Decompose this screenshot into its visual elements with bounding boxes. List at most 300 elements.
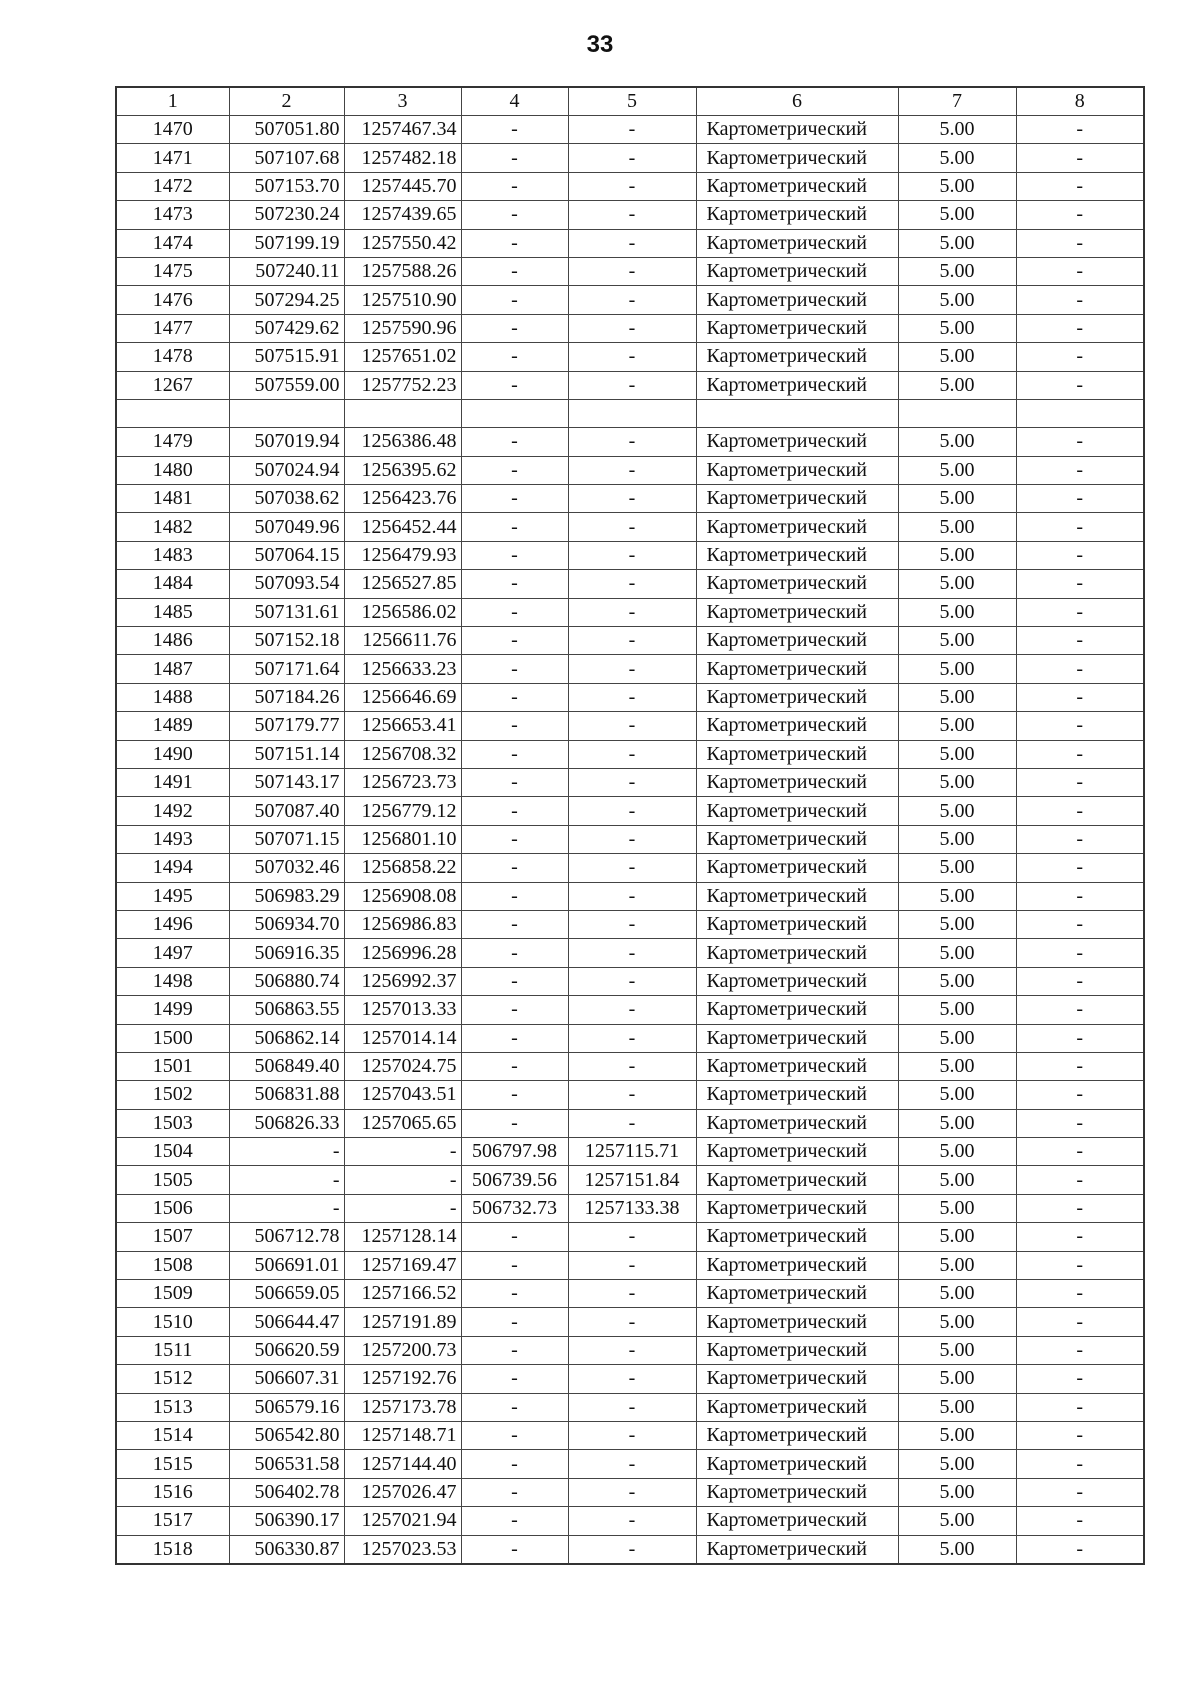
y-alt-coordinate-cell: - [568, 598, 696, 626]
x-alt-coordinate-cell: - [461, 1535, 568, 1564]
x-coordinate-cell: 506983.29 [229, 882, 344, 910]
x-coordinate-cell: 506863.55 [229, 996, 344, 1024]
y-alt-coordinate-cell: - [568, 1052, 696, 1080]
x-alt-coordinate-cell: - [461, 1251, 568, 1279]
accuracy-cell: 5.00 [898, 882, 1016, 910]
x-coordinate-cell: 507294.25 [229, 286, 344, 314]
y-coordinate-cell: 1256723.73 [344, 768, 461, 796]
x-alt-coordinate-cell: 506797.98 [461, 1138, 568, 1166]
table-row [116, 910, 1144, 938]
y-coordinate-cell: 1257651.02 [344, 343, 461, 371]
note-cell: - [1016, 910, 1144, 938]
accuracy-cell: 5.00 [898, 485, 1016, 513]
note-cell: - [1016, 1166, 1144, 1194]
accuracy-cell: 5.00 [898, 910, 1016, 938]
y-alt-coordinate-cell: - [568, 371, 696, 399]
x-alt-coordinate-cell: - [461, 1393, 568, 1421]
accuracy-cell: 5.00 [898, 570, 1016, 598]
y-coordinate-cell: 1256646.69 [344, 683, 461, 711]
accuracy-cell: 5.00 [898, 1194, 1016, 1222]
x-coordinate-cell: 506531.58 [229, 1450, 344, 1478]
y-alt-coordinate-cell: - [568, 683, 696, 711]
point-number-cell: 1503 [116, 1109, 229, 1137]
method-cell: Картометрический [696, 825, 898, 853]
point-number-cell: 1495 [116, 882, 229, 910]
y-coordinate-cell: 1257467.34 [344, 116, 461, 144]
method-cell: Картометрический [696, 371, 898, 399]
y-alt-coordinate-cell: - [568, 172, 696, 200]
table-row [116, 598, 1144, 626]
point-number-cell: 1480 [116, 456, 229, 484]
x-coordinate-cell: 507051.80 [229, 116, 344, 144]
x-alt-coordinate-cell: - [461, 627, 568, 655]
accuracy-cell: 5.00 [898, 655, 1016, 683]
note-cell: - [1016, 513, 1144, 541]
accuracy-cell: 5.00 [898, 740, 1016, 768]
x-coordinate-cell: 506390.17 [229, 1507, 344, 1535]
x-coordinate-cell: 507240.11 [229, 257, 344, 285]
accuracy-cell: 5.00 [898, 1081, 1016, 1109]
accuracy-cell: 5.00 [898, 541, 1016, 569]
y-coordinate-cell: 1256386.48 [344, 428, 461, 456]
y-coordinate-cell: 1257510.90 [344, 286, 461, 314]
x-alt-coordinate-cell: - [461, 1109, 568, 1137]
note-cell: - [1016, 939, 1144, 967]
table-row [116, 201, 1144, 229]
table-row [116, 1251, 1144, 1279]
x-alt-coordinate-cell: - [461, 1024, 568, 1052]
accuracy-cell: 5.00 [898, 513, 1016, 541]
accuracy-cell: 5.00 [898, 1024, 1016, 1052]
x-coordinate-cell [229, 399, 344, 427]
y-coordinate-cell: 1257200.73 [344, 1336, 461, 1364]
table-row [116, 1535, 1144, 1564]
y-coordinate-cell: 1256908.08 [344, 882, 461, 910]
y-coordinate-cell: 1256801.10 [344, 825, 461, 853]
y-alt-coordinate-cell: - [568, 229, 696, 257]
method-cell: Картометрический [696, 116, 898, 144]
y-alt-coordinate-cell: 1257115.71 [568, 1138, 696, 1166]
method-cell: Картометрический [696, 683, 898, 711]
y-coordinate-cell: 1256992.37 [344, 967, 461, 995]
y-alt-coordinate-cell: - [568, 541, 696, 569]
point-number-cell: 1508 [116, 1251, 229, 1279]
y-alt-coordinate-cell: - [568, 797, 696, 825]
method-cell: Картометрический [696, 1223, 898, 1251]
column-header: 6 [696, 87, 898, 116]
y-alt-coordinate-cell: - [568, 1081, 696, 1109]
x-alt-coordinate-cell: 506732.73 [461, 1194, 568, 1222]
method-cell: Картометрический [696, 229, 898, 257]
note-cell: - [1016, 712, 1144, 740]
y-coordinate-cell: 1256479.93 [344, 541, 461, 569]
point-number-cell: 1498 [116, 967, 229, 995]
method-cell: Картометрический [696, 1365, 898, 1393]
point-number-cell: 1488 [116, 683, 229, 711]
x-alt-coordinate-cell: - [461, 343, 568, 371]
x-coordinate-cell: 507032.46 [229, 854, 344, 882]
table-row [116, 1052, 1144, 1080]
point-number-cell: 1502 [116, 1081, 229, 1109]
y-coordinate-cell: 1256527.85 [344, 570, 461, 598]
table-row [116, 712, 1144, 740]
table-row [116, 371, 1144, 399]
accuracy-cell: 5.00 [898, 116, 1016, 144]
point-number-cell: 1487 [116, 655, 229, 683]
y-alt-coordinate-cell: - [568, 1308, 696, 1336]
accuracy-cell: 5.00 [898, 1478, 1016, 1506]
accuracy-cell: 5.00 [898, 1365, 1016, 1393]
note-cell: - [1016, 740, 1144, 768]
accuracy-cell: 5.00 [898, 627, 1016, 655]
method-cell: Картометрический [696, 1336, 898, 1364]
x-coordinate-cell: 506934.70 [229, 910, 344, 938]
y-alt-coordinate-cell: - [568, 1450, 696, 1478]
accuracy-cell: 5.00 [898, 1223, 1016, 1251]
y-coordinate-cell: 1257024.75 [344, 1052, 461, 1080]
y-alt-coordinate-cell: - [568, 456, 696, 484]
x-coordinate-cell: 507093.54 [229, 570, 344, 598]
point-number-cell: 1511 [116, 1336, 229, 1364]
method-cell: Картометрический [696, 740, 898, 768]
method-cell: Картометрический [696, 910, 898, 938]
point-number-cell: 1475 [116, 257, 229, 285]
y-coordinate-cell: 1256633.23 [344, 655, 461, 683]
y-alt-coordinate-cell: - [568, 967, 696, 995]
table-row [116, 683, 1144, 711]
accuracy-cell: 5.00 [898, 1251, 1016, 1279]
method-cell: Картометрический [696, 1280, 898, 1308]
x-alt-coordinate-cell: - [461, 1223, 568, 1251]
y-coordinate-cell: 1256611.76 [344, 627, 461, 655]
note-cell: - [1016, 456, 1144, 484]
note-cell: - [1016, 144, 1144, 172]
method-cell: Картометрический [696, 939, 898, 967]
method-cell: Картометрический [696, 428, 898, 456]
note-cell: - [1016, 343, 1144, 371]
accuracy-cell: 5.00 [898, 1421, 1016, 1449]
y-alt-coordinate-cell: - [568, 428, 696, 456]
y-alt-coordinate-cell: - [568, 825, 696, 853]
method-cell: Картометрический [696, 1478, 898, 1506]
x-coordinate-cell: 507087.40 [229, 797, 344, 825]
y-coordinate-cell [344, 399, 461, 427]
y-coordinate-cell: 1256779.12 [344, 797, 461, 825]
table-row [116, 1194, 1144, 1222]
point-number-cell: 1476 [116, 286, 229, 314]
x-alt-coordinate-cell: - [461, 1280, 568, 1308]
point-number-cell: 1504 [116, 1138, 229, 1166]
point-number-cell: 1486 [116, 627, 229, 655]
note-cell: - [1016, 797, 1144, 825]
x-alt-coordinate-cell: - [461, 286, 568, 314]
note-cell: - [1016, 854, 1144, 882]
note-cell: - [1016, 1223, 1144, 1251]
x-alt-coordinate-cell: - [461, 825, 568, 853]
y-coordinate-cell: - [344, 1194, 461, 1222]
y-coordinate-cell: - [344, 1138, 461, 1166]
method-cell: Картометрический [696, 627, 898, 655]
accuracy-cell: 5.00 [898, 1052, 1016, 1080]
x-coordinate-cell: 506607.31 [229, 1365, 344, 1393]
point-number-cell: 1482 [116, 513, 229, 541]
accuracy-cell: 5.00 [898, 172, 1016, 200]
note-cell: - [1016, 825, 1144, 853]
x-coordinate-cell: 507071.15 [229, 825, 344, 853]
table-row [116, 1421, 1144, 1449]
table-row [116, 229, 1144, 257]
x-alt-coordinate-cell: - [461, 712, 568, 740]
table-row [116, 1024, 1144, 1052]
table-row [116, 456, 1144, 484]
x-coordinate-cell: 507179.77 [229, 712, 344, 740]
y-coordinate-cell: 1257014.14 [344, 1024, 461, 1052]
y-coordinate-cell: 1257192.76 [344, 1365, 461, 1393]
x-alt-coordinate-cell: 506739.56 [461, 1166, 568, 1194]
method-cell: Картометрический [696, 513, 898, 541]
method-cell: Картометрический [696, 201, 898, 229]
column-header: 3 [344, 87, 461, 116]
y-alt-coordinate-cell: - [568, 116, 696, 144]
x-coordinate-cell: 506659.05 [229, 1280, 344, 1308]
y-alt-coordinate-cell: - [568, 1223, 696, 1251]
x-coordinate-cell: 507024.94 [229, 456, 344, 484]
y-coordinate-cell: 1257590.96 [344, 314, 461, 342]
point-number-cell: 1512 [116, 1365, 229, 1393]
y-alt-coordinate-cell: - [568, 343, 696, 371]
note-cell: - [1016, 116, 1144, 144]
column-header: 7 [898, 87, 1016, 116]
x-coordinate-cell: 507049.96 [229, 513, 344, 541]
y-alt-coordinate-cell: - [568, 854, 696, 882]
x-coordinate-cell: 506644.47 [229, 1308, 344, 1336]
y-alt-coordinate-cell: - [568, 144, 696, 172]
note-cell: - [1016, 428, 1144, 456]
y-coordinate-cell: 1257173.78 [344, 1393, 461, 1421]
note-cell: - [1016, 882, 1144, 910]
point-number-cell: 1497 [116, 939, 229, 967]
note-cell: - [1016, 1308, 1144, 1336]
x-alt-coordinate-cell: - [461, 967, 568, 995]
y-alt-coordinate-cell: - [568, 1507, 696, 1535]
table-row [116, 1166, 1144, 1194]
y-alt-coordinate-cell: - [568, 1393, 696, 1421]
table-row [116, 768, 1144, 796]
note-cell: - [1016, 1024, 1144, 1052]
note-cell: - [1016, 1507, 1144, 1535]
accuracy-cell: 5.00 [898, 456, 1016, 484]
method-cell: Картометрический [696, 1109, 898, 1137]
point-number-cell: 1471 [116, 144, 229, 172]
x-alt-coordinate-cell: - [461, 655, 568, 683]
y-coordinate-cell: 1257166.52 [344, 1280, 461, 1308]
note-cell: - [1016, 314, 1144, 342]
y-coordinate-cell: 1256423.76 [344, 485, 461, 513]
note-cell: - [1016, 1450, 1144, 1478]
accuracy-cell: 5.00 [898, 797, 1016, 825]
x-alt-coordinate-cell: - [461, 1450, 568, 1478]
note-cell: - [1016, 768, 1144, 796]
y-alt-coordinate-cell: - [568, 1251, 696, 1279]
accuracy-cell: 5.00 [898, 1138, 1016, 1166]
table-row [116, 627, 1144, 655]
note-cell: - [1016, 1109, 1144, 1137]
y-alt-coordinate-cell [568, 399, 696, 427]
point-number-cell: 1483 [116, 541, 229, 569]
y-coordinate-cell: 1257023.53 [344, 1535, 461, 1564]
y-coordinate-cell: 1256653.41 [344, 712, 461, 740]
x-alt-coordinate-cell [461, 399, 568, 427]
x-alt-coordinate-cell: - [461, 314, 568, 342]
y-alt-coordinate-cell: - [568, 627, 696, 655]
x-coordinate-cell: 506330.87 [229, 1535, 344, 1564]
x-alt-coordinate-cell: - [461, 144, 568, 172]
y-coordinate-cell: - [344, 1166, 461, 1194]
y-alt-coordinate-cell: - [568, 882, 696, 910]
table-row [116, 1138, 1144, 1166]
point-number-cell: 1474 [116, 229, 229, 257]
note-cell: - [1016, 1251, 1144, 1279]
point-number-cell: 1507 [116, 1223, 229, 1251]
x-coordinate-cell: 507429.62 [229, 314, 344, 342]
accuracy-cell: 5.00 [898, 1535, 1016, 1564]
table-row [116, 314, 1144, 342]
point-number-cell: 1473 [116, 201, 229, 229]
x-coordinate-cell: 506691.01 [229, 1251, 344, 1279]
x-coordinate-cell: 507199.19 [229, 229, 344, 257]
method-cell: Картометрический [696, 286, 898, 314]
x-coordinate-cell: - [229, 1194, 344, 1222]
x-coordinate-cell: 507143.17 [229, 768, 344, 796]
method-cell: Картометрический [696, 1450, 898, 1478]
y-coordinate-cell: 1257439.65 [344, 201, 461, 229]
y-alt-coordinate-cell: - [568, 201, 696, 229]
point-number-cell: 1484 [116, 570, 229, 598]
table-row [116, 1336, 1144, 1364]
x-alt-coordinate-cell: - [461, 1081, 568, 1109]
note-cell: - [1016, 172, 1144, 200]
method-cell: Картометрический [696, 1194, 898, 1222]
note-cell: - [1016, 1138, 1144, 1166]
point-number-cell: 1513 [116, 1393, 229, 1421]
point-number-cell: 1500 [116, 1024, 229, 1052]
table-row [116, 541, 1144, 569]
x-coordinate-cell: 506880.74 [229, 967, 344, 995]
table-row [116, 740, 1144, 768]
method-cell [696, 399, 898, 427]
method-cell: Картометрический [696, 485, 898, 513]
method-cell: Картометрический [696, 797, 898, 825]
method-cell: Картометрический [696, 854, 898, 882]
y-alt-coordinate-cell: - [568, 286, 696, 314]
x-coordinate-cell: 507151.14 [229, 740, 344, 768]
x-coordinate-cell: 507131.61 [229, 598, 344, 626]
note-cell: - [1016, 627, 1144, 655]
accuracy-cell: 5.00 [898, 939, 1016, 967]
point-number-cell: 1481 [116, 485, 229, 513]
x-coordinate-cell: 507171.64 [229, 655, 344, 683]
point-number-cell: 1518 [116, 1535, 229, 1564]
x-alt-coordinate-cell: - [461, 201, 568, 229]
table-row [116, 172, 1144, 200]
y-alt-coordinate-cell: - [568, 712, 696, 740]
table-row [116, 1507, 1144, 1535]
table-row [116, 882, 1144, 910]
x-alt-coordinate-cell: - [461, 996, 568, 1024]
y-coordinate-cell: 1257550.42 [344, 229, 461, 257]
point-number-cell: 1490 [116, 740, 229, 768]
point-number-cell: 1516 [116, 1478, 229, 1506]
y-coordinate-cell: 1256452.44 [344, 513, 461, 541]
x-coordinate-cell: 507230.24 [229, 201, 344, 229]
y-coordinate-cell: 1256986.83 [344, 910, 461, 938]
note-cell: - [1016, 485, 1144, 513]
table-row [116, 825, 1144, 853]
y-coordinate-cell: 1257043.51 [344, 1081, 461, 1109]
accuracy-cell: 5.00 [898, 286, 1016, 314]
accuracy-cell: 5.00 [898, 1280, 1016, 1308]
point-number-cell: 1496 [116, 910, 229, 938]
x-alt-coordinate-cell: - [461, 1336, 568, 1364]
note-cell: - [1016, 655, 1144, 683]
x-alt-coordinate-cell: - [461, 257, 568, 285]
note-cell: - [1016, 1365, 1144, 1393]
method-cell: Картометрический [696, 1507, 898, 1535]
accuracy-cell: 5.00 [898, 229, 1016, 257]
method-cell: Картометрический [696, 967, 898, 995]
y-alt-coordinate-cell: - [568, 257, 696, 285]
accuracy-cell: 5.00 [898, 1507, 1016, 1535]
point-number-cell: 1514 [116, 1421, 229, 1449]
accuracy-cell: 5.00 [898, 996, 1016, 1024]
note-cell: - [1016, 541, 1144, 569]
table-row [116, 1450, 1144, 1478]
y-coordinate-cell: 1257013.33 [344, 996, 461, 1024]
note-cell: - [1016, 201, 1144, 229]
method-cell: Картометрический [696, 1251, 898, 1279]
y-alt-coordinate-cell: - [568, 570, 696, 598]
x-alt-coordinate-cell: - [461, 1308, 568, 1336]
accuracy-cell: 5.00 [898, 712, 1016, 740]
table-row [116, 939, 1144, 967]
method-cell: Картометрический [696, 712, 898, 740]
method-cell: Картометрический [696, 257, 898, 285]
note-cell: - [1016, 1194, 1144, 1222]
method-cell: Картометрический [696, 1393, 898, 1421]
column-header: 8 [1016, 87, 1144, 116]
x-coordinate-cell: 506579.16 [229, 1393, 344, 1421]
accuracy-cell: 5.00 [898, 854, 1016, 882]
x-coordinate-cell: - [229, 1166, 344, 1194]
table-row [116, 996, 1144, 1024]
x-alt-coordinate-cell: - [461, 1421, 568, 1449]
method-cell: Картометрический [696, 768, 898, 796]
table-row [116, 1280, 1144, 1308]
note-cell: - [1016, 1478, 1144, 1506]
point-number-cell: 1517 [116, 1507, 229, 1535]
table-row [116, 116, 1144, 144]
y-alt-coordinate-cell: - [568, 1478, 696, 1506]
point-number-cell: 1485 [116, 598, 229, 626]
accuracy-cell: 5.00 [898, 1336, 1016, 1364]
x-alt-coordinate-cell: - [461, 910, 568, 938]
x-coordinate-cell: 506402.78 [229, 1478, 344, 1506]
table-row [116, 797, 1144, 825]
accuracy-cell: 5.00 [898, 201, 1016, 229]
note-cell: - [1016, 996, 1144, 1024]
method-cell: Картометрический [696, 655, 898, 683]
y-alt-coordinate-cell: - [568, 910, 696, 938]
